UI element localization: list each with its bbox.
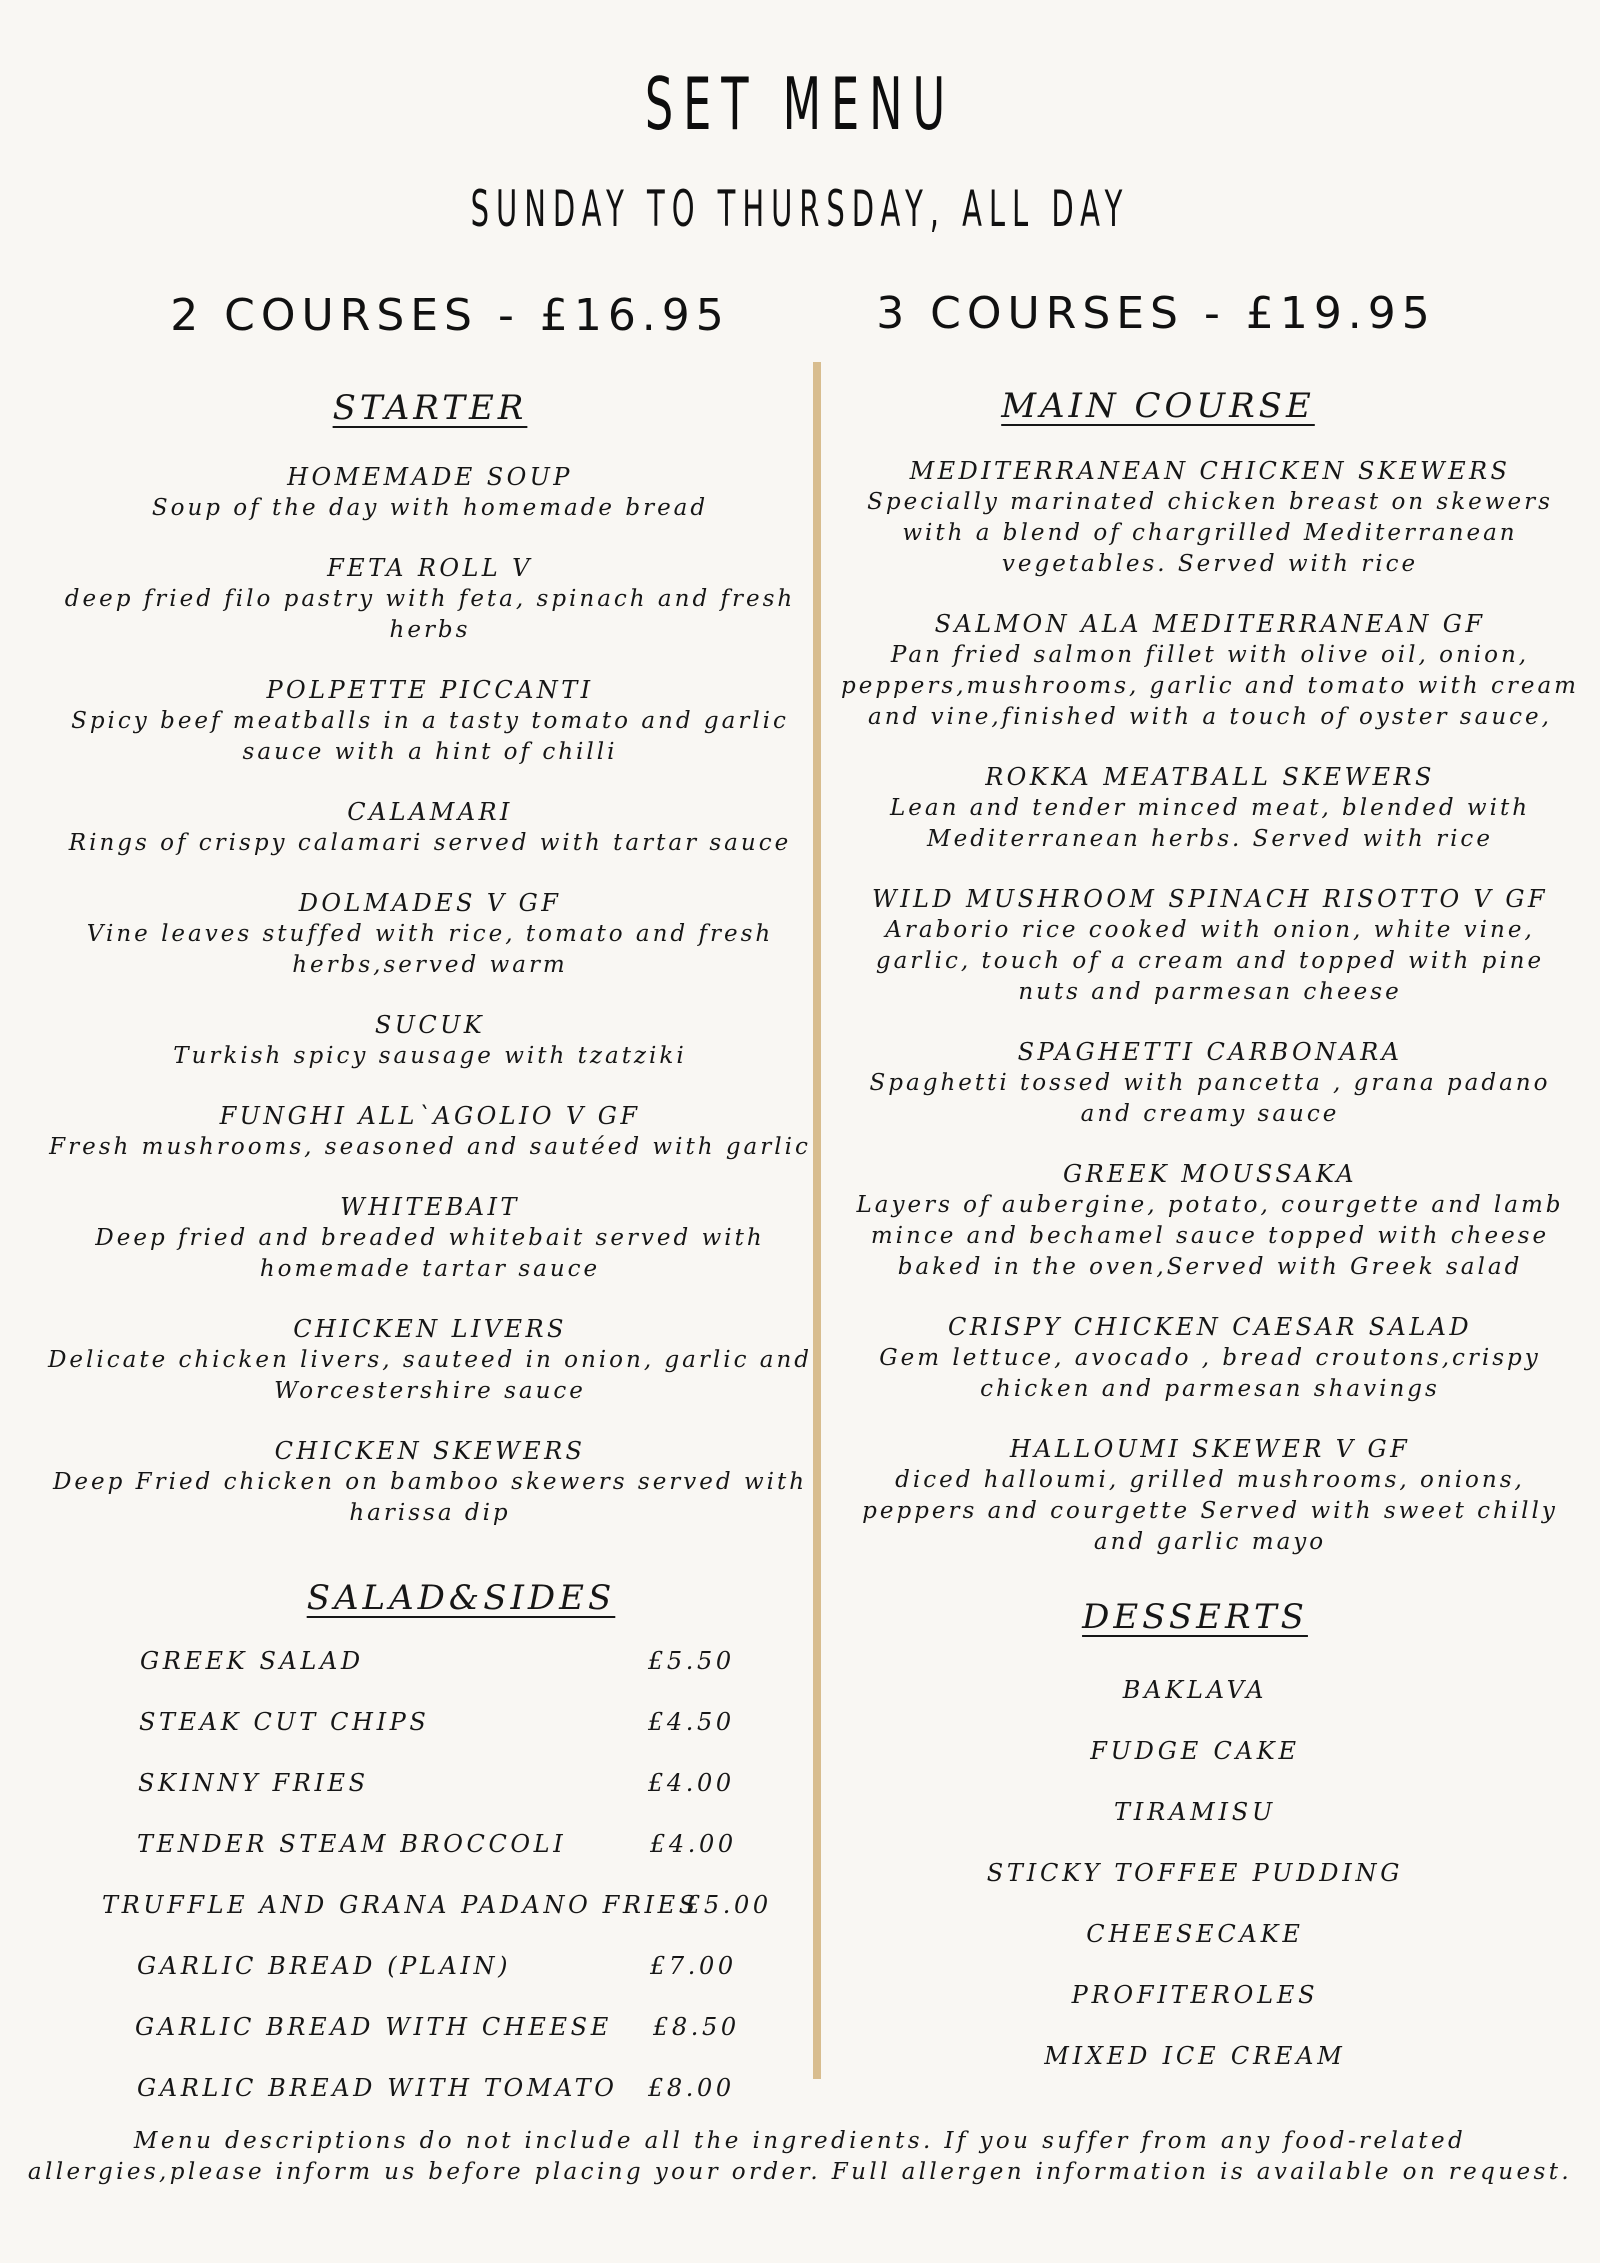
menu-item-name: MEDITERRANEAN CHICKEN SKEWERS [909, 457, 1511, 485]
menu-item-description: peppers and courgette Served with sweet chilly [862, 1498, 1558, 1524]
menu-item-name: GREEK MOUSSAKA [1063, 1160, 1357, 1188]
menu-item-description: Pan fried salmon fillet with olive oil, onion, [890, 642, 1530, 668]
sides-section-title: SALAD&SIDES [306, 1578, 616, 1618]
menu-item-name: WILD MUSHROOM SPINACH RISOTTO V GF [872, 885, 1548, 913]
menu-item-description: Lean and tender minced meat, blended with [889, 795, 1531, 821]
menu-item-name: CHICKEN SKEWERS [274, 1437, 586, 1465]
side-item-price: £4.50 [648, 1708, 735, 1736]
menu-item-description: Gem lettuce, avocado , bread croutons,crispy [879, 1345, 1541, 1371]
menu-item-description: Turkish spicy sausage with tzatziki [173, 1043, 687, 1069]
menu-item-description: homemade tartar sauce [259, 1256, 601, 1282]
menu-item [30, 553, 830, 646]
menu-item [840, 456, 1580, 580]
menu-item-name: HALLOUMI SKEWER V GF [1009, 1435, 1411, 1463]
side-item-price: £5.50 [648, 1647, 735, 1675]
menu-item-name: SALMON ALA MEDITERRANEAN GF [934, 610, 1486, 638]
side-item-name: GARLIC BREAD (PLAIN) [137, 1952, 512, 1980]
menu-item-description: nuts and parmesan cheese [1018, 979, 1402, 1005]
menu-item-description: chicken and parmesan shavings [980, 1376, 1440, 1402]
dessert-item: CHEESECAKE [1086, 1920, 1304, 1948]
menu-item-name: POLPETTE PICCANTI [266, 676, 594, 704]
page-title: SET MENU [644, 62, 956, 146]
side-item-name: TENDER STEAM BROCCOLI [137, 1830, 567, 1858]
dessert-item: BAKLAVA [1122, 1676, 1268, 1704]
menu-item [30, 1192, 830, 1285]
menu-item [30, 1010, 830, 1072]
menu-item-description: Soup of the day with homemade bread [151, 495, 709, 521]
menu-item-name: ROKKA MEATBALL SKEWERS [985, 763, 1435, 791]
footer-line: allergies,please inform us before placing your order. Full allergen information is available on request. [27, 2159, 1573, 2185]
menu-item-name: CHICKEN LIVERS [293, 1315, 567, 1343]
menu-item-description: herbs,served warm [292, 952, 568, 978]
menu-item-description: Delicate chicken livers, sauteed in onion, garlic and [47, 1347, 813, 1373]
menu-item-name: CALAMARI [347, 798, 513, 826]
footer-line: Menu descriptions do not include all the ingredients. If you suffer from any food-related [133, 2128, 1467, 2154]
menu-item-description: and garlic mayo [1093, 1529, 1327, 1555]
menu-item-description: Araborio rice cooked with onion, white vine, [885, 917, 1535, 943]
menu-item-description: baked in the oven,Served with Greek salad [897, 1254, 1523, 1280]
menu-item [840, 1037, 1580, 1130]
menu-item-description: mince and bechamel sauce topped with cheese [870, 1223, 1550, 1249]
menu-item-description: and vine,finished with a touch of oyster sauce, [868, 704, 1552, 730]
side-item-name: GARLIC BREAD WITH CHEESE [135, 2013, 612, 2041]
menu-item-description: Layers of aubergine, potato, courgette and lamb [856, 1192, 1564, 1218]
dessert-item: FUDGE CAKE [1090, 1737, 1300, 1765]
menu-item [840, 1434, 1580, 1558]
menu-item-description: deep fried filo pastry with feta, spinach and fresh [64, 586, 796, 612]
side-item-price: £4.00 [650, 1830, 737, 1858]
menu-item-name: SUCUK [374, 1011, 486, 1039]
menu-item [840, 762, 1580, 855]
menu-item [840, 884, 1580, 1008]
menu-item-description: peppers,mushrooms, garlic and tomato with cream [841, 673, 1579, 699]
dessert-item: STICKY TOFFEE PUDDING [986, 1859, 1404, 1887]
menu-item-description: harissa dip [349, 1500, 511, 1526]
menu-item-name: CRISPY CHICKEN CAESAR SALAD [948, 1313, 1472, 1341]
side-item-name: GREEK SALAD [140, 1647, 364, 1675]
side-item-price: £5.00 [685, 1891, 772, 1919]
menu-item-name: FETA ROLL V [327, 554, 533, 582]
menu-item-name: WHITEBAIT [340, 1193, 520, 1221]
side-item-name: STEAK CUT CHIPS [139, 1708, 430, 1736]
menu-item-description: Mediterranean herbs. Served with rice [927, 826, 1493, 852]
dessert-item: MIXED ICE CREAM [1044, 2042, 1346, 2070]
menu-item [840, 1159, 1580, 1283]
menu-item-description: Worcestershire sauce [274, 1378, 586, 1404]
menu-item-description: garlic, touch of a cream and topped with pine [875, 948, 1545, 974]
side-item-name: TRUFFLE AND GRANA PADANO FRIES [102, 1891, 699, 1919]
menu-item [30, 1436, 830, 1529]
menu-item [30, 797, 830, 859]
menu-item [30, 462, 830, 524]
menu-item-name: HOMEMADE SOUP [287, 463, 573, 491]
menu-item [840, 609, 1580, 733]
menu-item-name: DOLMADES V GF [298, 889, 562, 917]
menu-item-description: Spaghetti tossed with pancetta , grana padano [869, 1070, 1551, 1096]
menu-item-description: Specially marinated chicken breast on skewers [867, 489, 1553, 515]
menu-item-description: Rings of crispy calamari served with tartar sauce [68, 830, 792, 856]
menu-item-description: Deep fried and breaded whitebait served with [95, 1225, 765, 1251]
menu-item-description: herbs [389, 617, 471, 643]
dessert-item: PROFITEROLES [1071, 1981, 1319, 2009]
menu-item-name: SPAGHETTI CARBONARA [1017, 1038, 1403, 1066]
menu-item [30, 1101, 830, 1163]
main-course-list [840, 456, 1580, 1558]
menu-item-description: vegetables. Served with rice [1001, 551, 1419, 577]
desserts-section-title: DESSERTS [1082, 1597, 1308, 1637]
menu-item-name: FUNGHI ALL`AGOLIO V GF [219, 1102, 641, 1130]
menu-item-description: Deep Fried chicken on bamboo skewers served with [52, 1469, 808, 1495]
allergen-footer [0, 2126, 1600, 2188]
menu-item [30, 888, 830, 981]
menu-item-description: sauce with a hint of chilli [242, 739, 618, 765]
dessert-item: TIRAMISU [1113, 1798, 1276, 1826]
three-courses-price: 3 COURSES - £19.95 [876, 288, 1436, 339]
menu-item-description: Vine leaves stuffed with rice, tomato and fresh [86, 921, 774, 947]
page-subtitle: SUNDAY TO THURSDAY, ALL DAY [470, 180, 1130, 238]
menu-item-description: diced halloumi, grilled mushrooms, onions, [895, 1467, 1525, 1493]
side-item-price: £7.00 [650, 1952, 737, 1980]
side-item-name: SKINNY FRIES [138, 1769, 369, 1797]
menu-item-description: Spicy beef meatballs in a tasty tomato and garlic [71, 708, 789, 734]
side-item-name: GARLIC BREAD WITH TOMATO [137, 2074, 618, 2102]
menu-item [30, 675, 830, 768]
menu-item-description: and creamy sauce [1080, 1101, 1340, 1127]
side-item-price: £8.00 [648, 2074, 735, 2102]
menu-item [840, 1312, 1580, 1405]
menu-item-description: with a blend of chargrilled Mediterranean [902, 520, 1518, 546]
menu-item-description: Fresh mushrooms, seasoned and sautéed with garlic [49, 1134, 811, 1160]
menu-item [30, 1314, 830, 1407]
starter-list [30, 462, 830, 1529]
two-courses-price: 2 COURSES - £16.95 [170, 290, 730, 341]
starter-section-title: STARTER [332, 388, 528, 428]
side-item-price: £4.00 [648, 1769, 735, 1797]
side-item-price: £8.50 [653, 2013, 740, 2041]
main-course-section-title: MAIN COURSE [1001, 386, 1315, 426]
